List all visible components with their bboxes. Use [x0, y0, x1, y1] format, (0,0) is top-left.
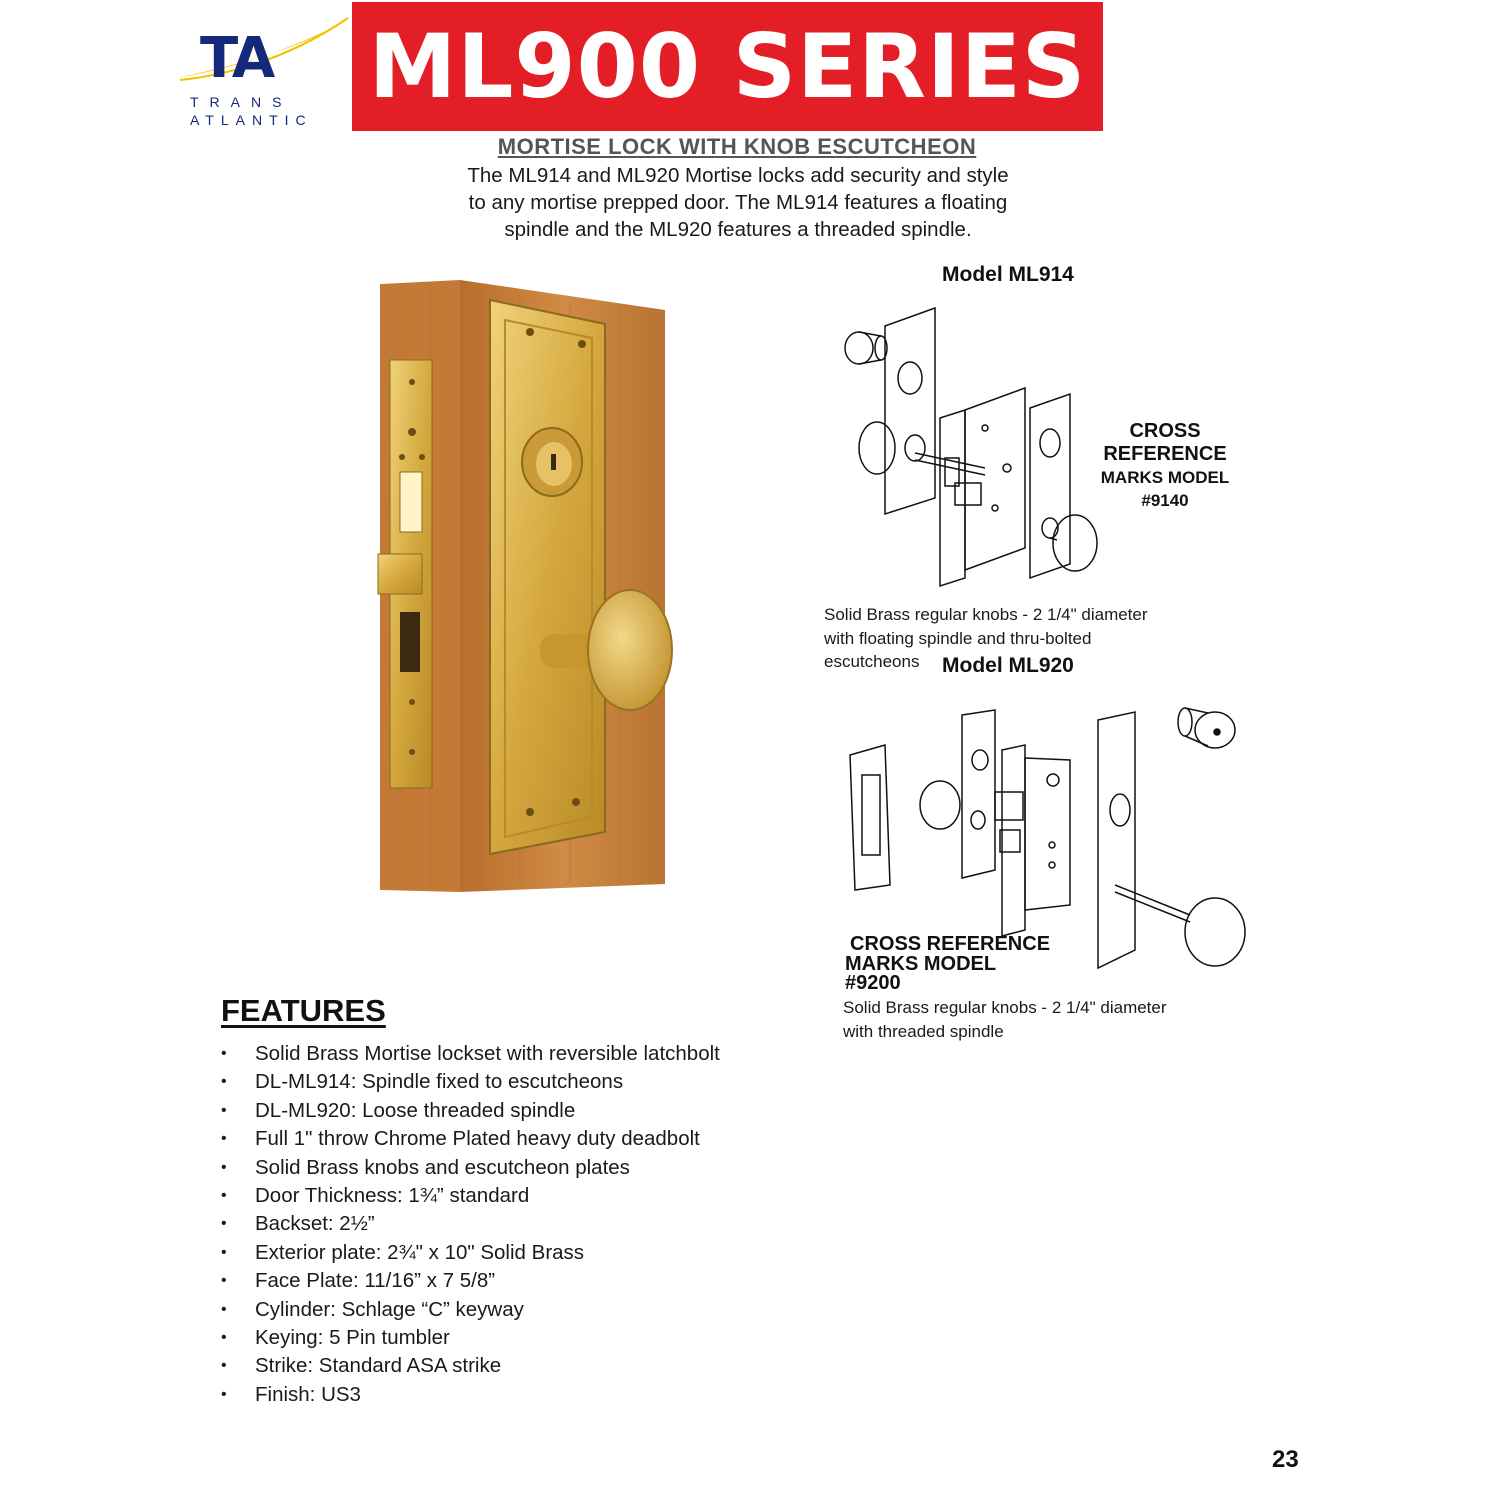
model-ml920-title: Model ML920	[942, 654, 1074, 677]
intro-paragraph	[380, 162, 1096, 243]
feature-item	[221, 1239, 720, 1267]
ml920-description	[843, 996, 1223, 1043]
note-line: escutcheons	[824, 652, 920, 671]
mortise-lock-photo	[370, 272, 680, 912]
bullet-icon: •	[221, 1158, 227, 1176]
feature-text: Strike: Standard ASA strike	[255, 1354, 502, 1378]
intro-line: The ML914 and ML920 Mortise locks add security and style	[467, 164, 1009, 187]
bullet-icon: •	[221, 1328, 227, 1346]
bullet-icon: •	[221, 1073, 227, 1091]
bullet-icon: •	[221, 1272, 227, 1290]
feature-text: Backset: 2½”	[255, 1212, 375, 1236]
feature-text: Solid Brass knobs and escutcheon plates	[255, 1155, 630, 1179]
logo-line-atlantic: ATLANTIC	[190, 112, 313, 128]
logo-mark: TA	[200, 26, 274, 91]
note-line: with floating spindle and thru-bolted	[824, 628, 1092, 648]
feature-text: Keying: 5 Pin tumbler	[255, 1325, 450, 1349]
feature-text: DL-ML920: Loose threaded spindle	[255, 1098, 576, 1122]
page-number: 23	[1272, 1446, 1299, 1473]
features-list	[221, 1040, 720, 1409]
feature-text: Door Thickness: 1¾” standard	[255, 1183, 530, 1207]
xref-line: MARKS MODEL	[845, 952, 997, 975]
feature-item	[221, 1097, 720, 1125]
feature-text: Face Plate: 11/16” x 7 5/8”	[255, 1269, 496, 1293]
xref-line: #9200	[845, 972, 901, 994]
note-line: with threaded spindle	[843, 1021, 1004, 1041]
note-line: Solid Brass regular knobs - 2 1/4" diameter	[824, 605, 1148, 624]
feature-item	[221, 1381, 720, 1409]
feature-item	[221, 1210, 720, 1238]
series-title: ML900 SERIES	[368, 15, 1087, 118]
feature-text: Exterior plate: 2¾" x 10" Solid Brass	[255, 1240, 585, 1264]
xref-line: MARKS MODEL	[1100, 468, 1230, 487]
ml914-exploded-diagram	[835, 298, 1105, 588]
feature-item	[221, 1352, 720, 1380]
product-subtitle: MORTISE LOCK WITH KNOB ESCUTCHEON	[497, 134, 977, 159]
xref-line: CROSS	[1129, 420, 1201, 442]
intro-line: spindle and the ML920 features a threaded spindle.	[504, 218, 972, 241]
feature-item	[221, 1182, 720, 1210]
xref-line: CROSS REFERENCE	[850, 933, 1051, 955]
feature-text: DL-ML914: Spindle fixed to escutcheons	[255, 1070, 624, 1094]
bullet-icon: •	[221, 1300, 227, 1318]
xref-line: #9140	[1141, 491, 1189, 510]
feature-item	[221, 1125, 720, 1153]
feature-item	[221, 1154, 720, 1182]
ml914-cross-reference	[1090, 420, 1240, 512]
bullet-icon: •	[221, 1101, 227, 1119]
feature-item	[221, 1296, 720, 1324]
feature-item	[221, 1324, 720, 1352]
bullet-icon: •	[221, 1130, 227, 1148]
feature-item	[221, 1068, 720, 1096]
feature-item	[221, 1267, 720, 1295]
features-heading: FEATURES	[221, 993, 386, 1028]
feature-item	[221, 1040, 720, 1068]
bullet-icon: •	[221, 1243, 227, 1261]
feature-text: Finish: US3	[255, 1382, 361, 1406]
feature-text: Full 1" throw Chrome Plated heavy duty deadbolt	[255, 1127, 700, 1151]
bullet-icon: •	[221, 1215, 227, 1233]
feature-text: Solid Brass Mortise lockset with reversible latchbolt	[255, 1042, 720, 1065]
feature-text: Cylinder: Schlage “C” keyway	[255, 1297, 524, 1321]
series-banner	[352, 2, 1103, 131]
note-line: Solid Brass regular knobs - 2 1/4" diameter	[843, 998, 1167, 1017]
model-ml914-title: Model ML914	[942, 263, 1074, 286]
ml920-cross-reference	[845, 935, 1085, 994]
xref-line: REFERENCE	[1103, 443, 1227, 465]
bullet-icon: •	[221, 1385, 227, 1403]
bullet-icon: •	[221, 1186, 227, 1204]
bullet-icon: •	[221, 1045, 227, 1062]
intro-line: to any mortise prepped door. The ML914 features a floating	[468, 191, 1008, 214]
bullet-icon: •	[221, 1357, 227, 1375]
logo-line-trans: TRANS	[190, 94, 293, 110]
trans-atlantic-logo	[172, 8, 352, 128]
